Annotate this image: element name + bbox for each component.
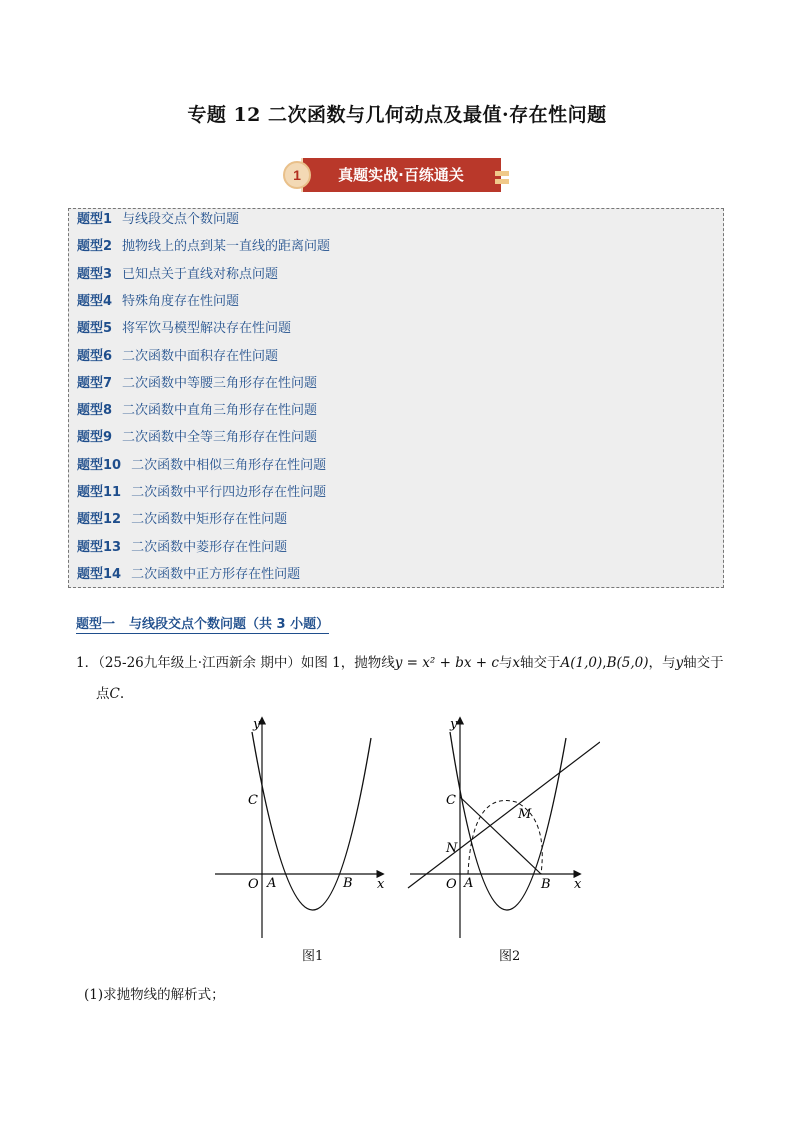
toc-item-label: 题型4 xyxy=(77,293,113,309)
banner-decoration xyxy=(495,179,509,184)
toc-item-label: 题型7 xyxy=(77,375,113,391)
math-var: y xyxy=(675,655,684,671)
toc-item-text: 二次函数中正方形存在性问题 xyxy=(131,566,301,582)
point-c-label: C xyxy=(446,793,456,808)
toc-item-label: 题型5 xyxy=(77,321,113,337)
toc-item[interactable] xyxy=(77,483,326,503)
problem-text: 轴交于 xyxy=(683,655,724,671)
toc-item-text: 二次函数中等腰三角形存在性问题 xyxy=(122,375,318,391)
y-axis-label: y xyxy=(253,717,261,732)
point-a: A(1,0) xyxy=(560,655,603,671)
figure-2-caption: 图2 xyxy=(499,949,521,964)
point-c: C xyxy=(109,686,120,702)
x-axis-label: x xyxy=(377,877,385,892)
toc-item-text: 二次函数中直角三角形存在性问题 xyxy=(122,403,318,419)
banner-decoration xyxy=(495,171,509,176)
toc-item[interactable] xyxy=(77,510,287,530)
toc-item-label: 题型8 xyxy=(77,403,113,419)
toc-item[interactable] xyxy=(77,374,317,394)
section-banner xyxy=(283,156,513,196)
toc-item[interactable] xyxy=(77,565,300,585)
document-title: 专题 12 二次函数与几何动点及最值·存在性问题 xyxy=(187,104,607,126)
toc-item-text: 抛物线上的点到某一直线的距离问题 xyxy=(122,239,331,255)
sub-question-1: (1)求抛物线的解析式； xyxy=(84,987,225,1003)
section-title: 与线段交点个数问题（共 3 小题） xyxy=(129,617,330,632)
toc-item-label: 题型2 xyxy=(77,239,113,255)
toc-item-label: 题型3 xyxy=(77,266,113,282)
toc-item-label: 题型14 xyxy=(77,566,122,582)
point-a-label: A xyxy=(464,876,474,891)
origin-label: O xyxy=(446,877,457,892)
toc-item[interactable] xyxy=(77,428,317,448)
toc-item-label: 题型10 xyxy=(77,457,122,473)
problem-text: . xyxy=(119,686,125,702)
banner-number: 1 xyxy=(283,161,311,189)
figure-1-caption: 图1 xyxy=(302,949,324,964)
problem-text: ，与 xyxy=(648,655,676,671)
toc-item[interactable] xyxy=(77,456,326,476)
toc-item-label: 题型1 xyxy=(77,212,113,227)
toc-item[interactable] xyxy=(77,319,291,339)
problem-1 xyxy=(76,648,726,710)
toc-item-text: 与线段交点个数问题 xyxy=(122,212,240,227)
point-b: B(5,0) xyxy=(606,655,649,671)
point-m-label: M xyxy=(518,807,532,822)
line-mn xyxy=(408,742,600,888)
toc-item-text: 二次函数中面积存在性问题 xyxy=(122,348,279,364)
toc-item[interactable] xyxy=(77,292,239,312)
toc-item-text: 二次函数中菱形存在性问题 xyxy=(131,539,288,555)
point-b-label: B xyxy=(343,876,353,891)
problem-text: 轴交于 xyxy=(520,655,561,671)
problem-text: , xyxy=(602,655,607,671)
origin-label: O xyxy=(248,877,259,892)
point-a-label: A xyxy=(267,876,277,891)
toc-item-text: 二次函数中全等三角形存在性问题 xyxy=(122,430,318,446)
banner-text: 真题实战·百练通关 xyxy=(338,166,464,184)
point-n-label: N xyxy=(446,841,458,856)
x-axis-label: x xyxy=(574,877,582,892)
y-axis-label: y xyxy=(450,717,458,732)
toc-item[interactable] xyxy=(77,265,278,285)
math-var: x xyxy=(512,655,521,671)
problem-text: 点 xyxy=(96,686,110,702)
toc-item-text: 二次函数中相似三角形存在性问题 xyxy=(131,457,327,473)
section-label: 题型一 xyxy=(76,617,116,632)
toc-item-text: 已知点关于直线对称点问题 xyxy=(122,266,279,282)
toc-item-label: 题型6 xyxy=(77,348,113,364)
problem-text: 如图 1，抛物线 xyxy=(300,655,395,671)
parabola-equation: y = x² + bx + c xyxy=(394,655,499,671)
figure-1-diagram xyxy=(205,710,395,945)
toc-item[interactable] xyxy=(77,210,239,230)
question-type-list xyxy=(68,208,724,588)
toc-item-label: 题型11 xyxy=(77,485,122,500)
toc-item-text: 特殊角度存在性问题 xyxy=(122,293,240,309)
toc-item[interactable] xyxy=(77,347,278,367)
point-b-label: B xyxy=(541,877,551,892)
problem-number: 1． xyxy=(76,655,99,671)
toc-item-text: 二次函数中平行四边形存在性问题 xyxy=(131,485,327,500)
toc-item-text: 二次函数中矩形存在性问题 xyxy=(131,512,288,528)
figure-2-diagram xyxy=(400,710,600,945)
problem-source: （25-26九年级上·江西新余 期中） xyxy=(98,655,301,671)
toc-item-text: 将军饮马模型解决存在性问题 xyxy=(122,321,292,337)
toc-item-label: 题型12 xyxy=(77,512,122,528)
point-c-label: C xyxy=(248,793,258,808)
toc-item[interactable] xyxy=(77,538,287,558)
toc-item[interactable] xyxy=(77,401,317,421)
toc-item[interactable] xyxy=(77,237,330,257)
toc-item-label: 题型13 xyxy=(77,539,122,555)
section-heading[interactable] xyxy=(76,613,329,634)
toc-item-label: 题型9 xyxy=(77,430,113,446)
problem-text: 与 xyxy=(498,655,513,671)
